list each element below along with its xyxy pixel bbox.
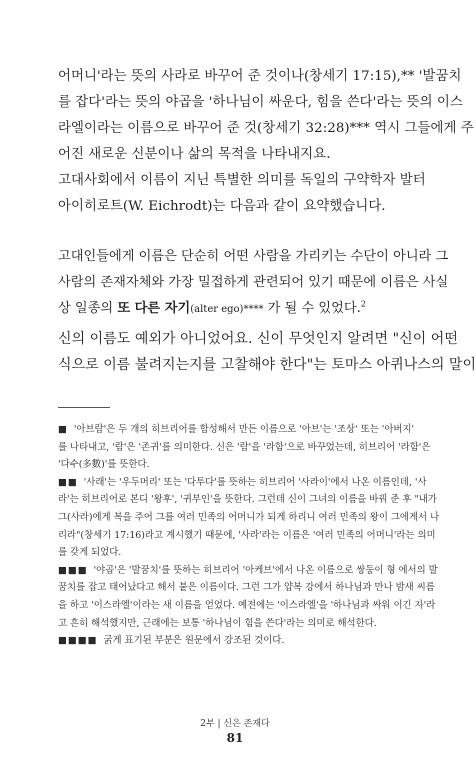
note-abram bbox=[58, 421, 431, 474]
note-line bbox=[58, 562, 438, 580]
footnote-divider bbox=[58, 407, 110, 408]
emphasis-alter-ego: 또 다른 자기 bbox=[117, 301, 191, 316]
note-text: '사래'는 '우두머리' 또는 '다투다'를 뜻하는 히브리어 '사라이'에서 나온 이름인데, '사 bbox=[83, 476, 427, 488]
footnote-reference: 2 bbox=[360, 299, 366, 309]
text-line: 어진 새로운 신분이나 삶의 목적을 나타내지요. bbox=[58, 147, 331, 162]
note-text: '야곱'은 '발꿈치'를 뜻하는 히브리어 '아케브'에서 나온 이름으로 쌍둥이 형 에서의 발 bbox=[93, 564, 438, 576]
note-sarai bbox=[58, 474, 440, 562]
block-quote bbox=[58, 244, 449, 323]
alter-ego-gloss: (alter ego) bbox=[190, 304, 244, 315]
quote-line bbox=[58, 296, 420, 323]
paragraph-eichrodt-intro bbox=[58, 168, 426, 220]
text-line: 신의 이름도 예외가 아니었어요. 신이 무엇인지 알려면 "신이 어떤 bbox=[58, 331, 458, 347]
note-line: '다수(多數)'를 뜻한다. bbox=[58, 459, 150, 471]
quote-text: 상 일종의 bbox=[58, 301, 118, 316]
paragraph-divine-names bbox=[58, 326, 476, 378]
text-line: 고대사회에서 이름이 지닌 특별한 의미를 독일의 구약학자 발터 bbox=[58, 173, 426, 188]
note-line: 고 흔히 해석했지만, 근래에는 보통 '하나님이 힘을 쓴다'라는 의미로 해석한다. bbox=[58, 617, 377, 629]
text-line: 를 잡다'라는 뜻의 야곱을 '하나님이 싸운다, 힘을 쓴다'라는 뜻의 이스 bbox=[58, 95, 463, 110]
note-mark: ■■■ bbox=[58, 564, 88, 576]
note-line: 리라"(창세기 17:16)라고 계시했기 때문에, '사라'라는 이름은 '여러 민족의 어머니'라는 의미 bbox=[58, 529, 436, 541]
note-marker: **** bbox=[243, 304, 264, 315]
text-line: 어머니'라는 뜻의 사라로 바꾸어 준 것이나(창세기 17:15),** '발꿈치 bbox=[58, 69, 462, 84]
note-text: 굵게 표기된 부분은 원문에서 강조된 것이다. bbox=[103, 635, 285, 647]
note-line: 꿈치를 잡고 태어났다고 해서 붙은 이름이다. 그런 그가 얍복 강에서 하나님과 만나 밤새 씨름 bbox=[58, 582, 435, 594]
text-line: 라엘이라는 이름으로 바꾸어 준 것(창세기 32:28)*** 역시 그들에게 주 bbox=[58, 121, 474, 136]
note-line bbox=[58, 421, 422, 439]
note-line: 라'는 히브리어로 본디 '왕후', '귀부인'을 뜻한다. 그런데 신이 그녀의 이름을 바꿔 준 후 "내가 bbox=[58, 494, 437, 506]
note-line: 그(사라)에게 복을 주어 그를 여러 민족의 어머니가 되게 하리니 여러 민족의 왕이 그에게서 나 bbox=[58, 511, 440, 523]
note-mark: ■■■■ bbox=[58, 635, 98, 647]
note-jacob bbox=[58, 562, 438, 632]
notes-section bbox=[58, 421, 440, 650]
paragraph-names-changed bbox=[58, 64, 474, 168]
quote-line: 사람의 존재자체와 가장 밀접하게 관련되어 있기 때문에 이름은 사실 bbox=[58, 275, 449, 290]
note-line bbox=[58, 632, 422, 650]
page-number: 81 bbox=[226, 731, 244, 745]
running-footer: 2부 | 신은 존재다 bbox=[200, 719, 270, 729]
quote-text: 가 될 수 있었다. bbox=[263, 301, 361, 316]
note-line bbox=[58, 474, 427, 492]
note-line: 를 나타내고, '람'은 '존귀'를 의미한다. 신은 '람'을 '라함'으로 바꾸었는데, 히브리어 '라함'은 bbox=[58, 441, 431, 453]
text-line: 식으로 이름 불려지는지를 고찰해야 한다"는 토마스 아퀴나스의 말이 bbox=[58, 357, 476, 373]
text-line: 아이히로트(W. Eichrodt)는 다음과 같이 요약했습니다. bbox=[58, 199, 386, 214]
note-line: 를 갖게 되었다. bbox=[58, 547, 122, 559]
note-text: '아브람'은 두 개의 히브리어를 합성해서 만든 이름으로 '아브'는 '조상' 또는 '아버지' bbox=[73, 424, 415, 435]
note-mark: ■ bbox=[58, 424, 68, 435]
note-line: 을 하고 '이스라엘'이라는 새 이름을 얻었다. 예전에는 '이스라엘'을 '하나님과 싸워 이긴 자'라 bbox=[58, 599, 436, 611]
quote-line: 고대인들에게 이름은 단순히 어떤 사람을 가리키는 수단이 아니라 그 bbox=[58, 249, 449, 264]
note-mark: ■■ bbox=[58, 476, 78, 488]
note-bold-emphasis bbox=[58, 632, 422, 650]
